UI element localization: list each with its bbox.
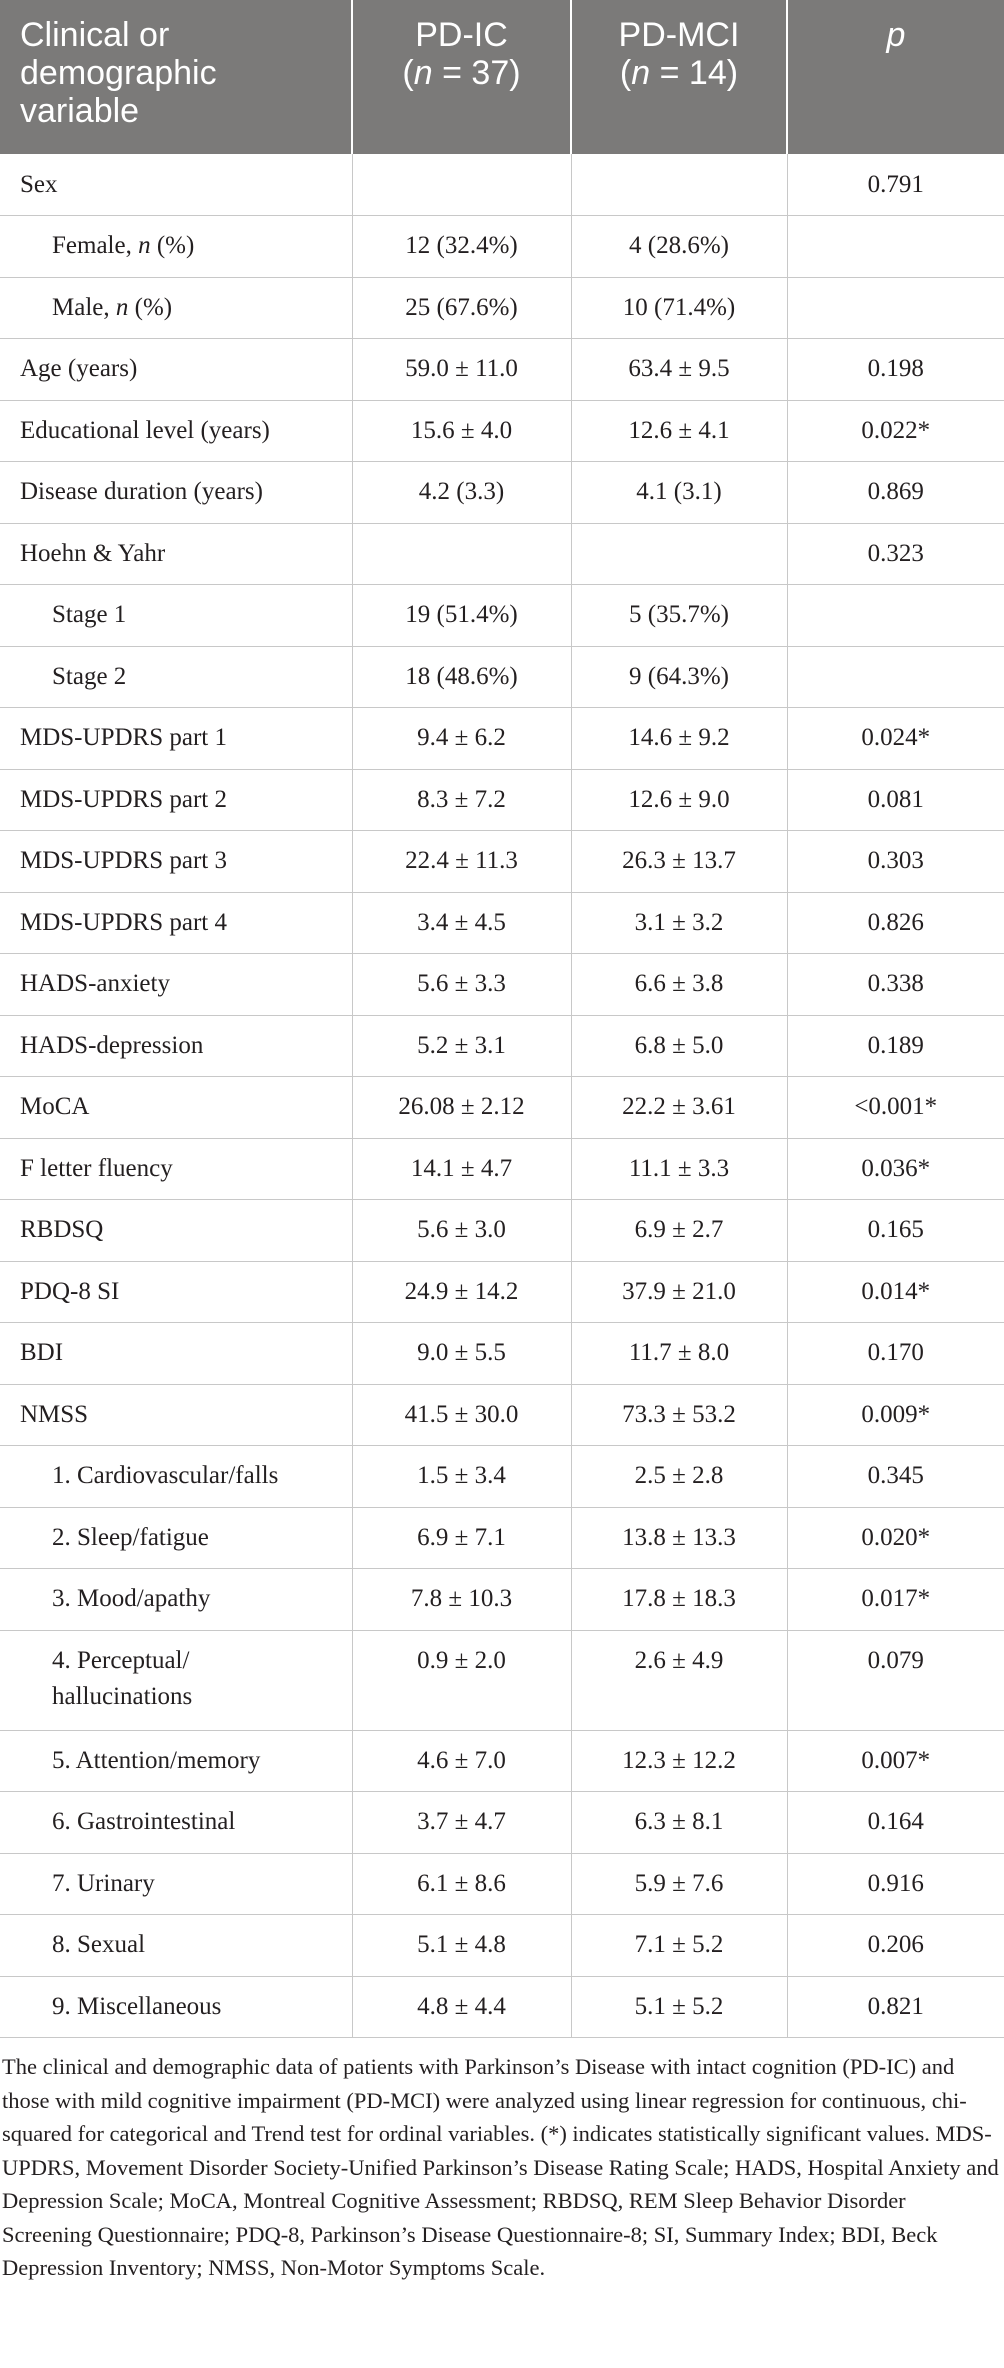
p-value: 0.826 [787,892,1004,954]
row-label [0,216,352,278]
p-value: 0.189 [787,1015,1004,1077]
pd-mci-value: 5.9 ± 7.6 [571,1853,787,1915]
row-label: 9. Miscellaneous [0,1976,352,2038]
row-label: Stage 1 [0,585,352,647]
table-row [0,769,1004,831]
pd-ic-value: 18 (48.6%) [352,646,571,708]
table-row [0,1015,1004,1077]
header-pd-ic-open: ( [402,54,414,92]
p-value: 0.024* [787,708,1004,770]
pd-mci-value: 7.1 ± 5.2 [571,1915,787,1977]
table-header-row [0,0,1004,154]
row-label: Sex [0,154,352,216]
pd-mci-value: 6.9 ± 2.7 [571,1200,787,1262]
row-label: 6. Gastrointestinal [0,1792,352,1854]
pd-ic-value: 9.0 ± 5.5 [352,1323,571,1385]
table-row [0,1630,1004,1730]
row-label-line1: 4. Perceptual/ [52,1646,190,1674]
p-value: 0.017* [787,1569,1004,1631]
table-row [0,892,1004,954]
table-row [0,954,1004,1016]
pd-ic-value: 5.1 ± 4.8 [352,1915,571,1977]
p-value: 0.198 [787,339,1004,401]
p-value [787,646,1004,708]
pd-ic-value: 59.0 ± 11.0 [352,339,571,401]
p-value [787,585,1004,647]
p-value [787,216,1004,278]
pd-ic-value: 1.5 ± 3.4 [352,1446,571,1508]
pd-ic-value: 3.4 ± 4.5 [352,892,571,954]
p-value: 0.323 [787,523,1004,585]
table-row [0,1976,1004,2038]
row-label: Age (years) [0,339,352,401]
row-label: MoCA [0,1077,352,1139]
row-label: PDQ-8 SI [0,1261,352,1323]
row-label: 8. Sexual [0,1915,352,1977]
row-label: NMSS [0,1384,352,1446]
header-variable-line1: Clinical or [20,16,170,54]
header-pd-ic [352,0,571,154]
header-variable [0,0,352,154]
pd-ic-value: 26.08 ± 2.12 [352,1077,571,1139]
pd-mci-value: 11.1 ± 3.3 [571,1138,787,1200]
pd-ic-value: 19 (51.4%) [352,585,571,647]
row-label: Stage 2 [0,646,352,708]
table-row [0,1323,1004,1385]
table-row [0,400,1004,462]
p-value: 0.022* [787,400,1004,462]
row-label: MDS-UPDRS part 1 [0,708,352,770]
header-pd-ic-title: PD-IC [415,16,508,54]
table-row [0,462,1004,524]
row-label: 3. Mood/apathy [0,1569,352,1631]
table-row [0,1384,1004,1446]
p-value: 0.079 [787,1630,1004,1730]
row-label: RBDSQ [0,1200,352,1262]
p-value: 0.869 [787,462,1004,524]
row-label-text: Female, [52,232,132,260]
p-value: 0.014* [787,1261,1004,1323]
row-label-line2: hallucinations [52,1682,193,1710]
table-row [0,1200,1004,1262]
p-value: 0.345 [787,1446,1004,1508]
table-footnote: The clinical and demographic data of patients with Parkinson’s Disease with intact cognition (PD-IC) and those with mild cognitive impairment (PD-MCI) were analyzed using linear regression for continuous, chi-squared for categorical and Trend test for ordinal variables. (*) indicates statistically significant values. MDS-UPDRS, Movement Disorder Society-Unified Parkinson’s Disease Rating Scale; HADS, Hospital Anxiety and Depression Scale; MoCA, Montreal Cognitive Assessment; RBDSQ, REM Sleep Behavior Disorder Screening Questionnaire; PDQ-8, Parkinson’s Disease Questionnaire-8; SI, Summary Index; BDI, Beck Depression Inventory; NMSS, Non-Motor Symptoms Scale. [2,2054,999,2280]
pd-mci-value: 12.6 ± 4.1 [571,400,787,462]
table-row [0,339,1004,401]
table-row [0,1138,1004,1200]
pd-mci-value: 11.7 ± 8.0 [571,1323,787,1385]
row-label: MDS-UPDRS part 4 [0,892,352,954]
pd-ic-value: 22.4 ± 11.3 [352,831,571,893]
pd-mci-value: 2.6 ± 4.9 [571,1630,787,1730]
p-value: 0.020* [787,1507,1004,1569]
row-label: 2. Sleep/fatigue [0,1507,352,1569]
p-value: <0.001* [787,1077,1004,1139]
pd-ic-value: 4.6 ± 7.0 [352,1730,571,1792]
p-value: 0.165 [787,1200,1004,1262]
pd-mci-value: 10 (71.4%) [571,277,787,339]
row-label-text: Male, [52,293,110,321]
row-label [0,1630,352,1730]
row-label: MDS-UPDRS part 3 [0,831,352,893]
pd-ic-value: 0.9 ± 2.0 [352,1630,571,1730]
pd-mci-value: 6.6 ± 3.8 [571,954,787,1016]
p-value: 0.081 [787,769,1004,831]
pd-ic-value: 5.6 ± 3.0 [352,1200,571,1262]
pd-ic-value: 41.5 ± 30.0 [352,1384,571,1446]
row-label: Hoehn & Yahr [0,523,352,585]
pd-ic-value: 5.6 ± 3.3 [352,954,571,1016]
pd-mci-value: 26.3 ± 13.7 [571,831,787,893]
pd-mci-value [571,523,787,585]
pd-mci-value: 3.1 ± 3.2 [571,892,787,954]
pd-mci-value: 63.4 ± 9.5 [571,339,787,401]
table-row [0,1261,1004,1323]
pd-ic-value: 9.4 ± 6.2 [352,708,571,770]
table-row [0,1507,1004,1569]
row-label: Disease duration (years) [0,462,352,524]
pd-ic-value: 8.3 ± 7.2 [352,769,571,831]
pd-ic-value [352,523,571,585]
pd-ic-value: 24.9 ± 14.2 [352,1261,571,1323]
pd-mci-value: 6.8 ± 5.0 [571,1015,787,1077]
table-row [0,277,1004,339]
table-row [0,646,1004,708]
table-row [0,1077,1004,1139]
pd-mci-value: 14.6 ± 9.2 [571,708,787,770]
pd-ic-value: 3.7 ± 4.7 [352,1792,571,1854]
pd-ic-value: 7.8 ± 10.3 [352,1569,571,1631]
table-row [0,1446,1004,1508]
header-pd-mci-n: n [631,54,651,92]
header-variable-line3: variable [20,92,140,130]
p-value: 0.916 [787,1853,1004,1915]
p-value: 0.164 [787,1792,1004,1854]
p-value: 0.821 [787,1976,1004,2038]
header-p-label: p [886,16,906,54]
row-label-suffix: (%) [150,232,195,260]
row-label [0,277,352,339]
pd-mci-value: 37.9 ± 21.0 [571,1261,787,1323]
table-row [0,831,1004,893]
table-row [0,585,1004,647]
row-label: Educational level (years) [0,400,352,462]
pd-mci-value: 12.6 ± 9.0 [571,769,787,831]
table-row [0,216,1004,278]
pd-mci-value: 13.8 ± 13.3 [571,1507,787,1569]
header-pd-mci-count: = 14) [650,54,739,92]
row-label: 5. Attention/memory [0,1730,352,1792]
p-value: 0.036* [787,1138,1004,1200]
pd-mci-value: 5.1 ± 5.2 [571,1976,787,2038]
pd-ic-value: 4.2 (3.3) [352,462,571,524]
pd-mci-value [571,154,787,216]
row-label-italic: n [115,293,129,321]
row-label: MDS-UPDRS part 2 [0,769,352,831]
pd-mci-value: 4 (28.6%) [571,216,787,278]
pd-ic-value: 6.1 ± 8.6 [352,1853,571,1915]
pd-mci-value: 9 (64.3%) [571,646,787,708]
p-value: 0.009* [787,1384,1004,1446]
row-label: BDI [0,1323,352,1385]
row-label: HADS-depression [0,1015,352,1077]
row-label: F letter fluency [0,1138,352,1200]
table-row [0,1853,1004,1915]
pd-ic-value: 14.1 ± 4.7 [352,1138,571,1200]
header-pd-mci [571,0,787,154]
header-pd-ic-n: n [413,54,433,92]
pd-ic-value: 25 (67.6%) [352,277,571,339]
p-value: 0.170 [787,1323,1004,1385]
pd-mci-value: 22.2 ± 3.61 [571,1077,787,1139]
header-pd-mci-open: ( [619,54,632,92]
table-row [0,1730,1004,1792]
pd-mci-value: 5 (35.7%) [571,585,787,647]
pd-ic-value: 15.6 ± 4.0 [352,400,571,462]
pd-ic-value: 4.8 ± 4.4 [352,1976,571,2038]
p-value [787,277,1004,339]
pd-mci-value: 17.8 ± 18.3 [571,1569,787,1631]
pd-ic-value: 12 (32.4%) [352,216,571,278]
table-row [0,708,1004,770]
pd-mci-value: 12.3 ± 12.2 [571,1730,787,1792]
pd-mci-value: 6.3 ± 8.1 [571,1792,787,1854]
table-row [0,1792,1004,1854]
table-row [0,1915,1004,1977]
pd-ic-value: 5.2 ± 3.1 [352,1015,571,1077]
pd-mci-value: 73.3 ± 53.2 [571,1384,787,1446]
header-pd-mci-title: PD-MCI [618,16,740,54]
p-value: 0.007* [787,1730,1004,1792]
header-p-value [787,0,1004,154]
table-row [0,154,1004,216]
header-pd-ic-count: = 37) [432,54,521,92]
p-value: 0.206 [787,1915,1004,1977]
p-value: 0.338 [787,954,1004,1016]
row-label-italic: n [138,232,151,260]
pd-ic-value [352,154,571,216]
table-row [0,523,1004,585]
row-label: 7. Urinary [0,1853,352,1915]
row-label: HADS-anxiety [0,954,352,1016]
p-value: 0.303 [787,831,1004,893]
p-value: 0.791 [787,154,1004,216]
pd-ic-value: 6.9 ± 7.1 [352,1507,571,1569]
table-row [0,1569,1004,1631]
row-label: 1. Cardiovascular/falls [0,1446,352,1508]
row-label-suffix: (%) [128,293,173,321]
pd-mci-value: 4.1 (3.1) [571,462,787,524]
header-variable-line2: demographic [20,54,217,92]
pd-mci-value: 2.5 ± 2.8 [571,1446,787,1508]
